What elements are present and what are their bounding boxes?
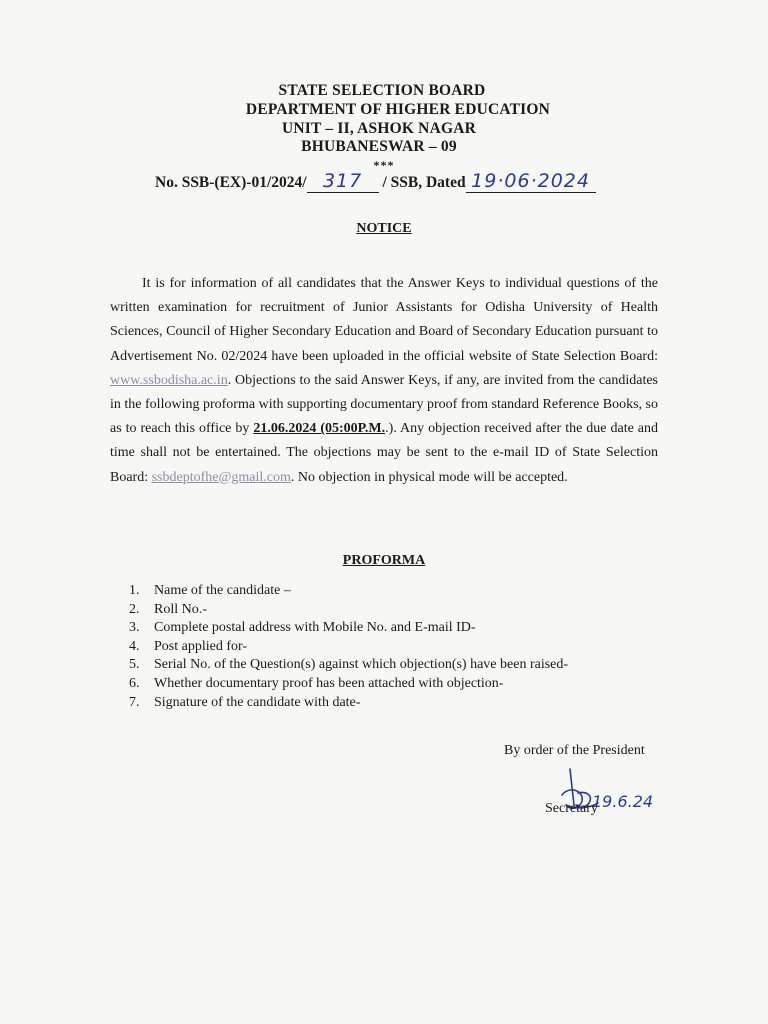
body-text-part3: .). Any objection received after the due date and time shall not be entertained. The objections may be sent to the e-mail ID of State Selection Board:	[110, 421, 658, 485]
header-line-city: BHUBANESWAR – 09	[301, 138, 457, 155]
reference-number: 317	[322, 170, 363, 192]
header-separator: ***	[373, 158, 395, 172]
list-item	[129, 619, 568, 638]
list-item	[129, 694, 568, 713]
list-item-text: Roll No.-	[154, 601, 207, 617]
reference-middle: / SSB, Dated	[382, 174, 466, 191]
reference-prefix: No. SSB-(EX)-01/2024/	[155, 174, 307, 191]
list-item-number: 4.	[129, 638, 140, 654]
list-item-number: 5.	[129, 657, 140, 673]
body-text-part4: . No objection in physical mode will be accepted.	[290, 469, 568, 485]
list-item-number: 7.	[129, 694, 140, 710]
list-item-text: Signature of the candidate with date-	[154, 694, 361, 710]
body-text-part1: It is for information of all candidates that the Answer Keys to individual questions of the written examination for recruitment of Junior Assistants for Odisha University of Health Sciences, Council of Higher Secondary Education and Board of Secondary Education pursuant to Advertisement No. 02/2024 have been uploaded in the official website of State Selection Board:	[110, 276, 658, 364]
list-item	[129, 582, 568, 601]
by-order-line: By order of the President	[504, 743, 645, 758]
reference-line	[155, 170, 596, 193]
list-item-text: Post applied for-	[154, 638, 248, 654]
list-item-number: 1.	[129, 583, 140, 598]
notice-title-wrap	[0, 221, 768, 237]
list-item	[129, 675, 568, 694]
designation: Secretary	[545, 801, 598, 816]
list-item	[129, 656, 568, 675]
list-item	[129, 601, 568, 620]
body-text-part2: . Objections to the said Answer Keys, if any, are invited from the candidates in the following proforma with supporting documentary proof from standard Reference Books, so as to reach this office by	[110, 372, 658, 437]
notice-title: NOTICE	[356, 221, 412, 236]
header-line-department: DEPARTMENT OF HIGHER EDUCATION	[245, 101, 551, 118]
list-item-text: Name of the candidate –	[154, 583, 291, 598]
list-item-number: 2.	[129, 601, 140, 617]
deadline: 21.06.2024 (05:00P.M.	[253, 421, 386, 437]
list-item-text: Serial No. of the Question(s) against which objection(s) have been raised-	[154, 657, 569, 673]
list-item-text: Whether documentary proof has been attached with objection-	[154, 675, 504, 691]
list-item-number: 3.	[129, 620, 140, 636]
proforma-list	[129, 582, 568, 712]
proforma-title: PROFORMA	[342, 553, 426, 568]
website-link[interactable]: www.ssbodisha.ac.in	[110, 372, 228, 388]
list-item	[129, 638, 568, 657]
list-item-text: Complete postal address with Mobile No. and E-mail ID-	[154, 620, 476, 636]
header-line-unit: UNIT – II, ASHOK NAGAR	[281, 120, 477, 137]
notice-paragraph	[110, 272, 658, 490]
email-link[interactable]: ssbdeptofhe@gmail.com	[151, 469, 291, 485]
notice-body	[110, 272, 658, 490]
proforma-title-wrap	[0, 553, 768, 569]
reference-date: 19·06·2024	[471, 170, 590, 192]
list-item-number: 6.	[129, 675, 140, 691]
signature-date: 19.6.24	[592, 792, 654, 811]
header-line-board: STATE SELECTION BOARD	[278, 82, 486, 99]
